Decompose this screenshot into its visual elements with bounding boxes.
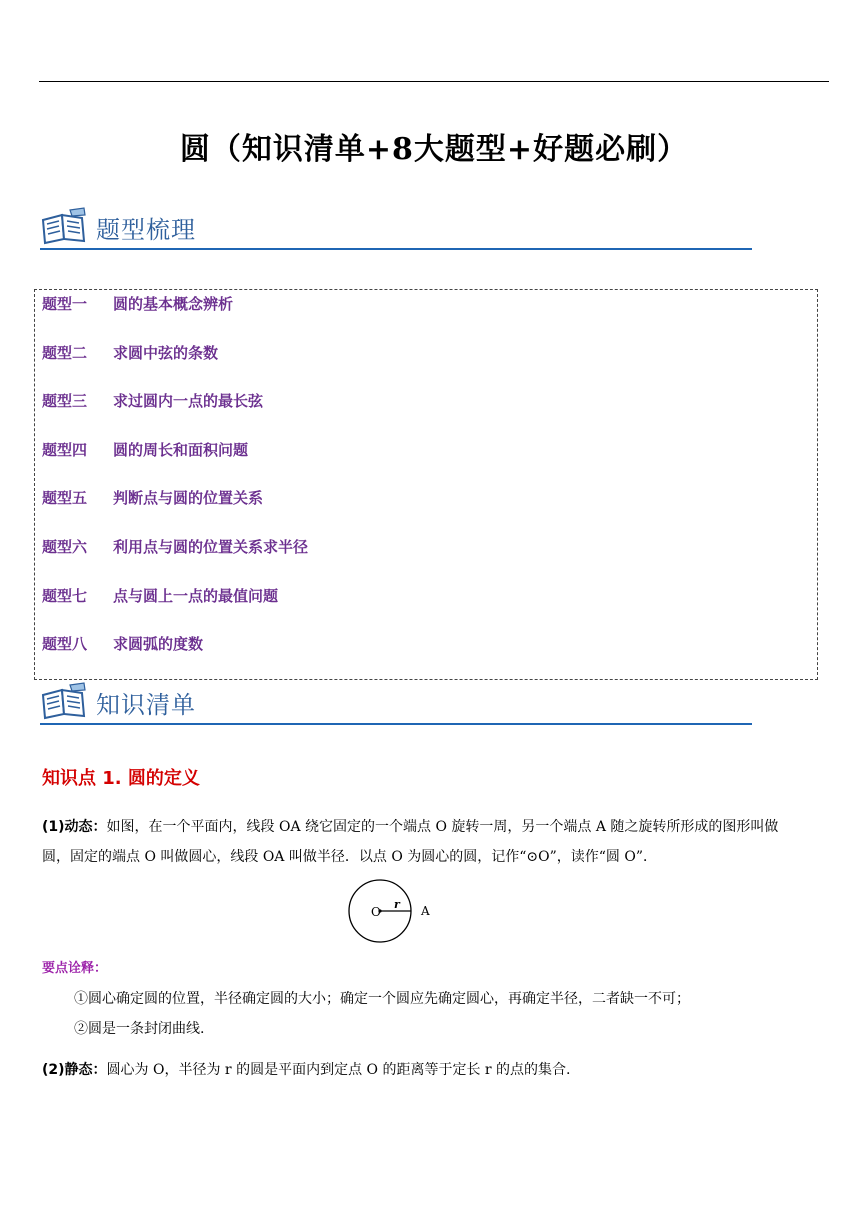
section-header-knowledge-list <box>40 681 752 725</box>
header-rule <box>39 81 829 82</box>
dynamic-definition <box>42 812 832 872</box>
list-item: 题型八 求圆弧的度数 <box>42 635 204 653</box>
knowledge-point-title: 知识点 1. 圆的定义 <box>42 768 200 789</box>
point-label: A <box>421 904 430 918</box>
static-definition <box>42 1055 832 1085</box>
list-item: 题型四 圆的周长和面积问题 <box>42 441 249 459</box>
book-icon <box>40 206 88 246</box>
section-title: 题型梳理 <box>96 216 196 244</box>
key-note-label: 要点诠释： <box>42 961 108 976</box>
circle-figure <box>345 877 440 947</box>
page-title: 圆（知识清单+8大题型+好题必刷） <box>179 132 689 167</box>
center-label: O <box>371 905 381 919</box>
dynamic-label: (1)动态： <box>42 819 107 835</box>
list-item: 题型六 利用点与圆的位置关系求半径 <box>42 538 309 556</box>
list-item: 题型一 圆的基本概念辨析 <box>42 295 234 313</box>
key-note-2: ②圆是一条封闭曲线. <box>74 1021 205 1037</box>
radius-label: r <box>394 898 400 911</box>
list-item: 题型三 求过圆内一点的最长弦 <box>42 392 264 410</box>
section-title: 知识清单 <box>96 691 196 719</box>
static-text: 圆心为 O，半径为 r 的圆是平面内到定点 O 的距离等于定长 r 的点的集合. <box>106 1062 571 1078</box>
list-item: 题型二 求圆中弦的条数 <box>42 344 219 362</box>
book-icon <box>40 681 88 721</box>
section-header-question-types <box>40 206 752 250</box>
dynamic-text-line1: 如图，在一个平面内，线段 OA 绕它固定的一个端点 O 旋转一周，另一个端点 A 随之旋转所形成的图形叫做 <box>106 819 779 835</box>
key-note-1: ①圆心确定圆的位置，半径确定圆的大小；确定一个圆应先确定圆心，再确定半径，二者缺一不可； <box>74 991 690 1007</box>
dynamic-text-line2: 圆，固定的端点 O 叫做圆心，线段 OA 叫做半径．以点 O 为圆心的圆，记作“⊙O”，读作“圆 O”． <box>42 849 658 865</box>
list-item: 题型五 判断点与圆的位置关系 <box>42 489 264 507</box>
question-type-list <box>34 289 818 680</box>
static-label: (2)静态： <box>42 1062 107 1078</box>
list-item: 题型七 点与圆上一点的最值问题 <box>42 587 279 605</box>
